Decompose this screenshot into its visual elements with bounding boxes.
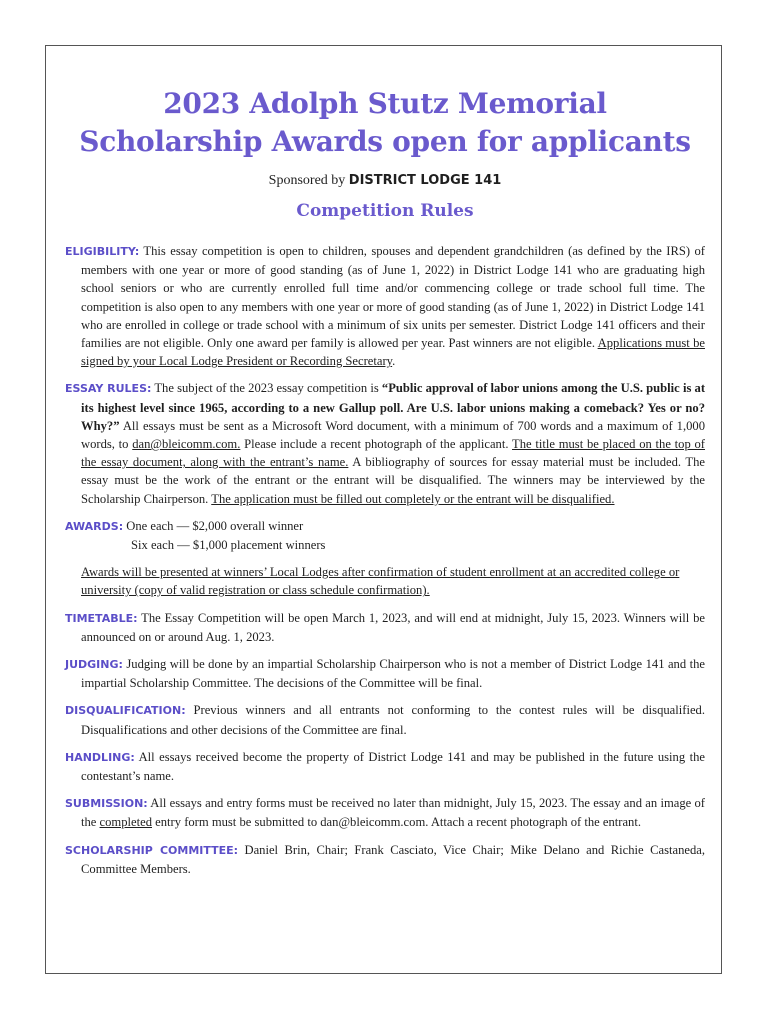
sponsor-name: DISTRICT LODGE 141 (348, 173, 502, 188)
committee-section (65, 841, 705, 878)
essay-rules-label: ESSAY RULES: (65, 382, 152, 396)
disqualification-label: DISQUALIFICATION: (65, 704, 186, 718)
title-line-2: Scholarship Awards open for applicants (79, 125, 691, 158)
essay-text-3: Please include a recent photograph of the applicant. (240, 437, 513, 452)
rules-body (65, 242, 705, 887)
sponsor-line (0, 173, 770, 189)
judging-section (65, 655, 705, 692)
essay-text-2: All essays must be sent as a Microsoft Word document, with a minimum of 700 words and a maximum of 1,000 words, to (81, 418, 705, 452)
handling-label: HANDLING: (65, 750, 135, 764)
essay-email-link[interactable]: dan@bleicomm.com. (132, 437, 241, 452)
submission-section (65, 794, 705, 831)
submission-completed: completed (99, 815, 153, 830)
awards-line-2: Six each — $1,000 placement winners (131, 538, 326, 553)
awards-note: Awards will be presented at winners’ Local Lodges after confirmation of student enrollment at an accredited college or university (copy of valid registration or class schedule confirmation). (81, 565, 680, 598)
disqualification-section (65, 701, 705, 738)
timetable-text: The Essay Competition will be open March 1, 2023, and will end at midnight, July 15, 2023. Winners will be announced on or around Aug. 1, 2023. (81, 610, 705, 644)
page-title (0, 85, 770, 161)
essay-question: “Public approval of labor unions among the U.S. public is at its highest level since 1965, according to a new Gallup poll. Are U.S. labor unions making a comeback? Yes or no? Why?” (81, 381, 706, 433)
disqualification-text: Previous winners and all entrants not conforming to the contest rules will be disqualified. Disqualifications and other decisions of the Committee are final. (81, 703, 705, 737)
judging-label: JUDGING: (65, 658, 123, 672)
eligibility-section (65, 242, 705, 370)
committee-text: Daniel Brin, Chair; Frank Casciato, Vice Chair; Mike Delano and Richie Castaneda, Committee Members. (81, 842, 705, 876)
submission-text-2: entry form must be submitted to dan@bleicomm.com. Attach a recent photograph of the entrant. (152, 815, 641, 830)
eligibility-label: ELIGIBILITY: (65, 245, 140, 258)
rules-heading: Competition Rules (296, 201, 474, 221)
handling-text: All essays received become the property of District Lodge 141 and may be published in the future using the contestant’s name. (81, 749, 705, 784)
essay-rules-section (65, 379, 705, 507)
judging-text: Judging will be done by an impartial Scholarship Chairperson who is not a member of District Lodge 141 and the impartial Scholarship Committee. The decisions of the Committee will be final. (81, 657, 705, 691)
essay-text-1: The subject of the 2023 essay competition is (151, 381, 382, 396)
submission-text-1: All essays and entry forms must be received no later than midnight, July 15, 2023. The essay and an image of the (81, 796, 705, 830)
eligibility-signature-note: Applications must be signed by your Local Lodge President or Recording Secretary (81, 336, 705, 369)
handling-section (65, 748, 705, 785)
awards-section (65, 517, 705, 536)
timetable-section (65, 609, 705, 646)
awards-line-1: One each — $2,000 overall winner (123, 518, 304, 533)
title-line-1: 2023 Adolph Stutz Memorial (163, 87, 607, 120)
essay-text-4: A bibliography of sources for essay material must be included. The essay must be the work of the entrant or the entrant will be disqualified. The winners may be interviewed by the Scholarship Chairperson. (81, 455, 705, 506)
timetable-label: TIMETABLE: (65, 611, 138, 625)
eligibility-end: . (392, 354, 396, 369)
eligibility-text: This essay competition is open to children, spouses and dependent grandchildren (as defined by the IRS) of members with one year or more of good standing (as of June 1, 2022) in District Lodge 141 who are graduating high school seniors or who are currently enrolled full time and/or commencing college or trade school full time. The competition is also open to any members with one year or more of good standing (as of June 1, 2022) in District Lodge 141 who are enrolled in college or trade school with a minimum of six units per semester. District Lodge 141 officers and their families are not eligible. Only one award per family is allowed per year. Past winners are not eligible. (81, 244, 705, 351)
essay-title-note: The title must be placed on the top of the essay document, along with the entrant’s name. (81, 437, 706, 470)
sponsor-prefix: Sponsored by (268, 173, 346, 188)
committee-label: SCHOLARSHIP COMMITTEE: (65, 843, 239, 857)
submission-label: SUBMISSION: (65, 797, 148, 811)
essay-application-note: The application must be filled out completely or the entrant will be disqualified. (211, 491, 615, 506)
awards-label: AWARDS: (65, 519, 124, 533)
